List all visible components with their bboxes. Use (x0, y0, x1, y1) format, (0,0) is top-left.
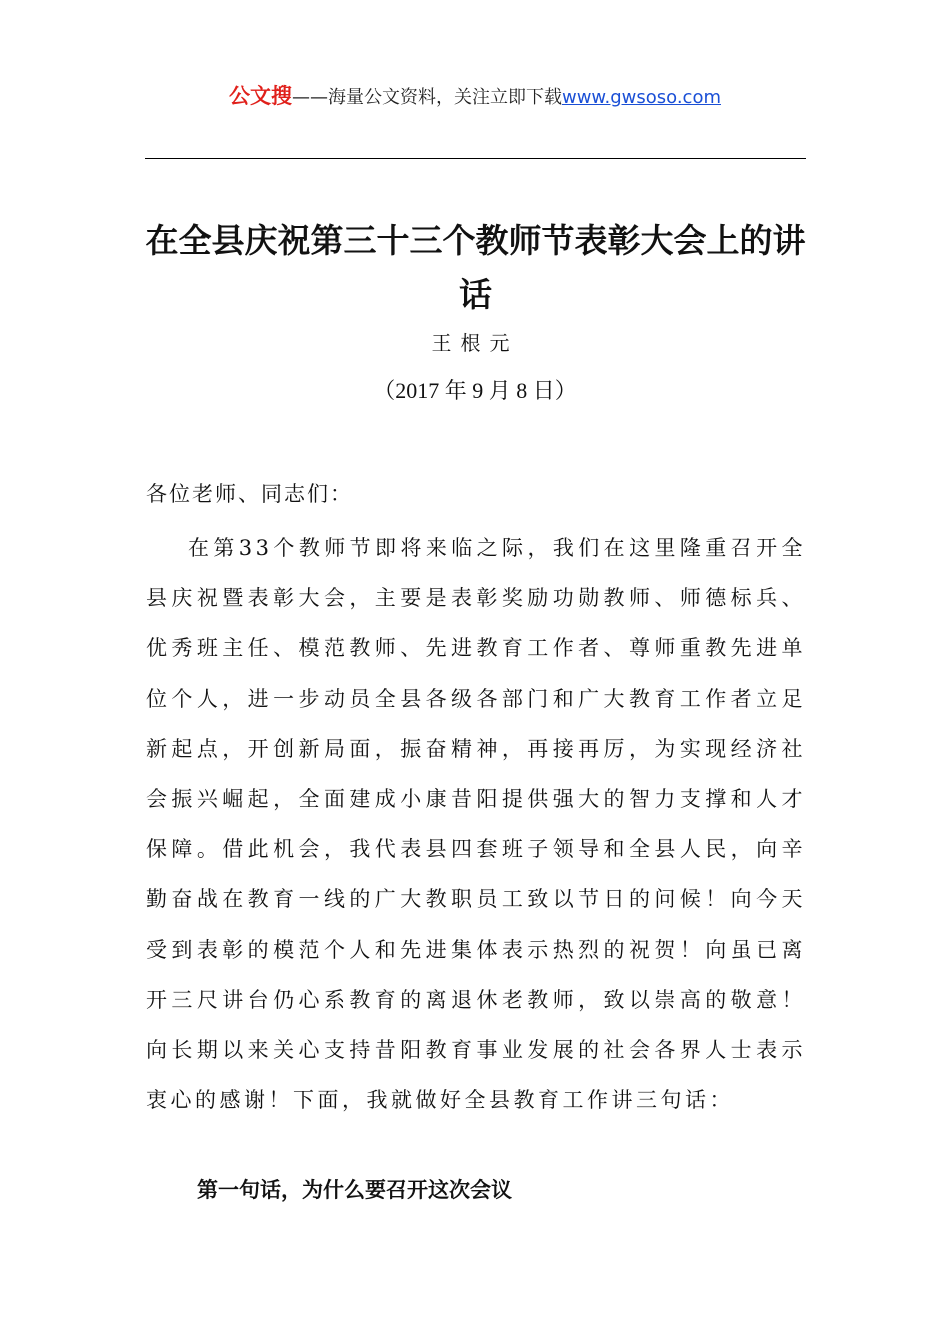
header-divider (145, 158, 806, 159)
salutation: 各位老师、同志们： (146, 482, 353, 506)
page-header (0, 82, 950, 112)
brand-logo-text: 公文搜 (228, 84, 292, 108)
body-paragraph: 在第33个教师节即将来临之际，我们在这里隆重召开全县庆祝暨表彰大会，主要是表彰奖励功勋教师、师德标兵、优秀班主任、模范教师、先进教育工作者、尊师重教先进单位个人，进一步动员全县各级各部门和广大教育工作者立足新起点，开创新局面，振奋精神，再接再厉，为实现经济社会振兴崛起，全面建成小康昔阳提供强大的智力支撑和人才保障。借此机会，我代表县四套班子领导和全县人民，向辛勤奋战在教育一线的广大教职员工致以节日的问候！向今天受到表彰的模范个人和先进集体表示热烈的祝贺！向虽已离开三尺讲台仍心系教育的离退休老教师，致以崇高的敬意！向长期以来关心支持昔阳教育事业发展的社会各界人士表示衷心的感谢！下面，我就做好全县教育工作讲三句话： (146, 536, 806, 1113)
speech-date: （2017 年 9 月 8 日） (373, 378, 577, 403)
document-title: 在全县庆祝第三十三个教师节表彰大会上的讲话 (145, 221, 806, 314)
header-tagline: ——海量公文资料，关注立即下载 (291, 87, 562, 108)
author-name: 王根元 (431, 331, 519, 355)
website-link[interactable]: www.gwsoso.com (561, 87, 721, 108)
section-heading: 第一句话，为什么要召开这次会议 (197, 1178, 512, 1202)
